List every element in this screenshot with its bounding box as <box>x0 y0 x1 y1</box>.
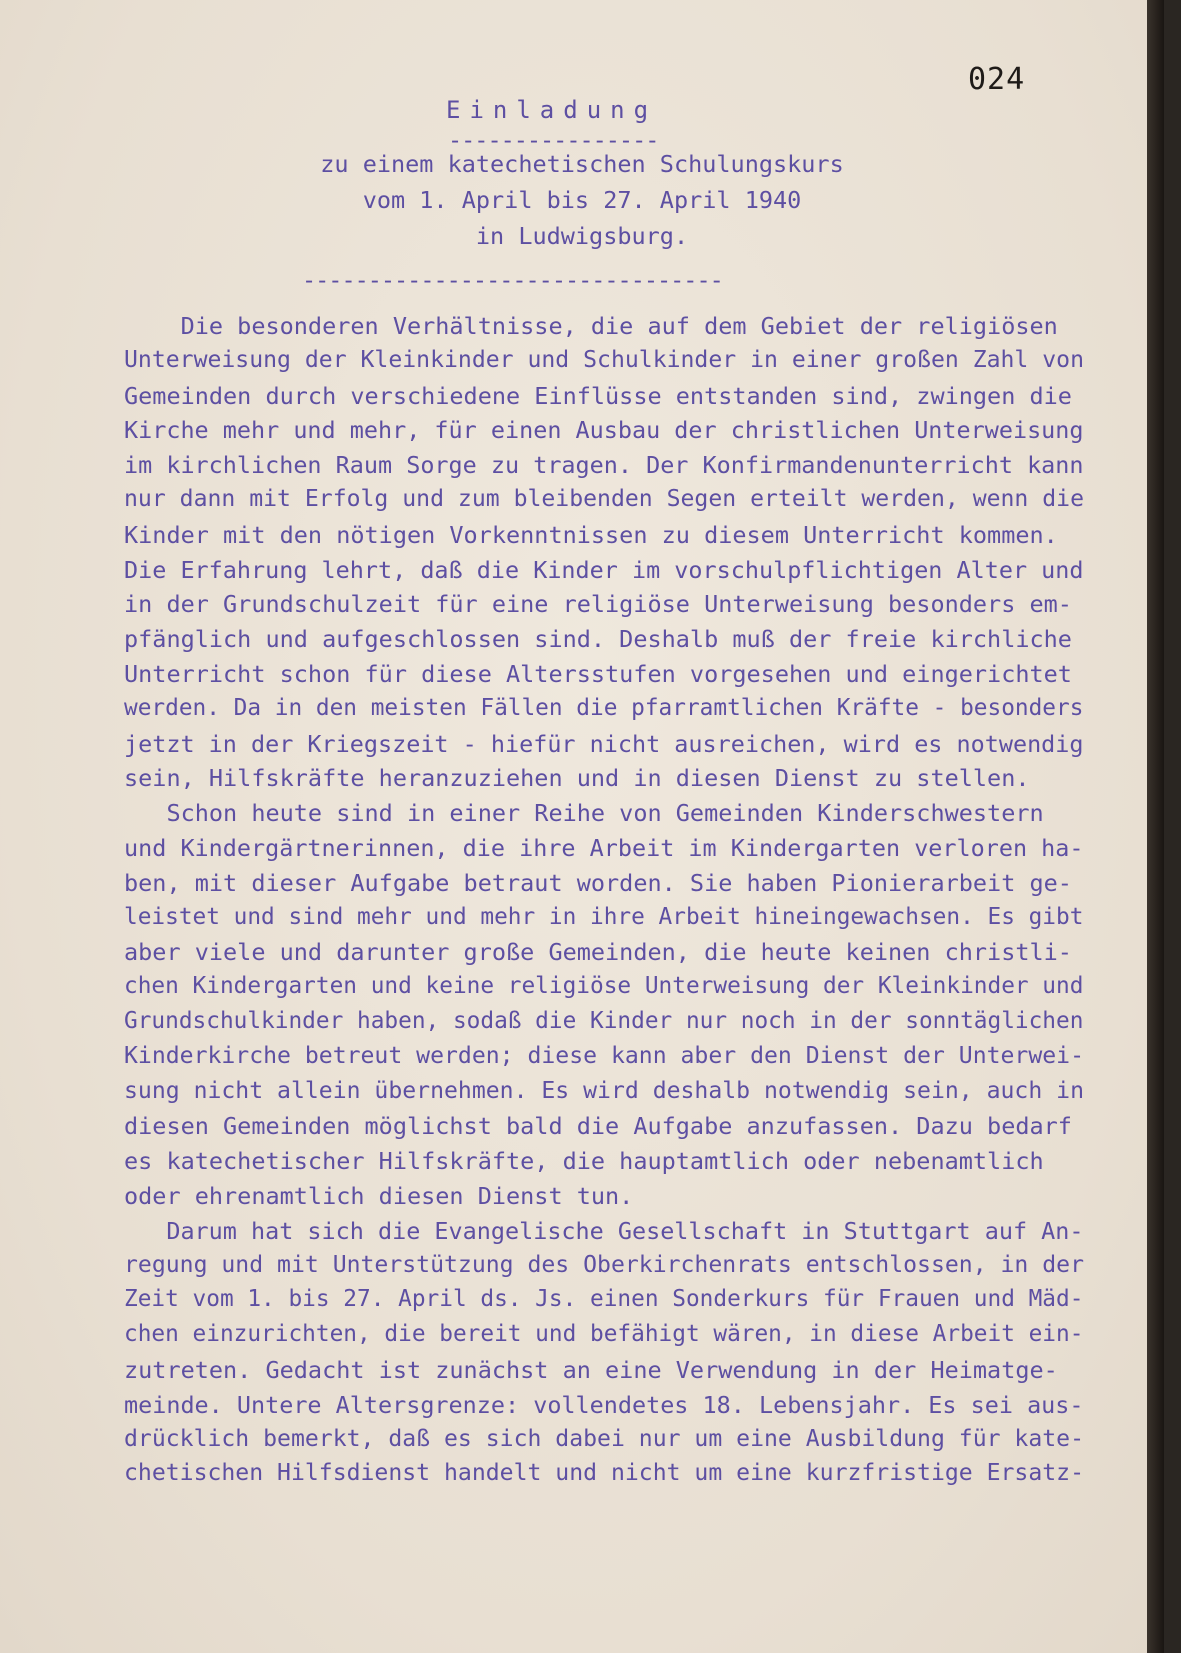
body-line: chen Kindergarten und keine religiöse Unterweisung der Kleinkinder und <box>124 973 1084 1000</box>
body-line: sung nicht allein übernehmen. Es wird deshalb notwendig sein, auch in <box>124 1077 1084 1104</box>
body-line: Unterricht schon für diese Altersstufen vorgesehen und eingerichtet <box>124 660 1072 688</box>
body-line: werden. Da in den meisten Fällen die pfarramtlichen Kräfte - besonders <box>124 694 1084 721</box>
body-line: Die besonderen Verhältnisse, die auf dem Gebiet der religiösen <box>124 312 1058 340</box>
body-line: und Kindergärtnerinnen, die ihre Arbeit im Kindergarten verloren ha- <box>124 834 1084 862</box>
body-line: drücklich bemerkt, daß es sich dabei nur um eine Ausbildung für kate- <box>124 1425 1084 1452</box>
body-line: Die Erfahrung lehrt, daß die Kinder im vorschulpflichtigen Alter und <box>124 555 1084 584</box>
body-line: chen einzurichten, die bereit und befähigt wären, in diese Arbeit ein- <box>124 1321 1084 1348</box>
body-line: Zeit vom 1. bis 27. April ds. Js. einen Sonderkurs für Frauen und Mäd- <box>124 1286 1084 1313</box>
body-line: leistet und sind mehr und mehr in ihre Arbeit hineingewachsen. Es gibt <box>124 903 1084 930</box>
page-edge <box>1147 0 1164 1653</box>
body-line: chetischen Hilfsdienst handelt und nicht um eine kurzfristige Ersatz- <box>124 1460 1084 1487</box>
header-divider: -------------------------------- <box>302 266 723 294</box>
body-line: Grundschulkinder haben, sodaß die Kinder nur noch in der sonntäglichen <box>124 1008 1084 1034</box>
body-line: Kinderkirche betreut werden; diese kann aber den Dienst der Unterwei- <box>124 1042 1084 1069</box>
body-line: im kirchlichen Raum Sorge zu tragen. Der Konfirmandenunterricht kann <box>124 451 1084 480</box>
body-line: regung und mit Unterstützung des Oberkirchenrats entschlossen, in der <box>124 1251 1084 1278</box>
body-line: es katechetischer Hilfskräfte, die hauptamtlich oder nebenamtlich <box>124 1147 1044 1176</box>
body-line: aber viele und darunter große Gemeinden, die heute keinen christli- <box>124 938 1072 967</box>
subtitle-line: zu einem katechetischen Schulungskurs <box>320 150 844 178</box>
document-title: Einladung <box>446 96 658 124</box>
body-line: Kirche mehr und mehr, für einen Ausbau der christlichen Unterweisung <box>124 416 1084 445</box>
body-line: pfänglich und aufgeschlossen sind. Deshalb muß der freie kirchliche <box>124 625 1072 654</box>
body-line: oder ehrenamtlich diesen Dienst tun. <box>124 1182 634 1210</box>
body-line: Unterweisung der Kleinkinder und Schulkinder in einer großen Zahl von <box>124 346 1084 373</box>
body-line: Darum hat sich die Evangelische Gesellschaft in Stuttgart auf An- <box>124 1216 1084 1245</box>
title-underline: ---------------- <box>448 126 659 154</box>
body-line: in der Grundschulzeit für eine religiöse Unterweisung besonders em- <box>124 590 1072 619</box>
subtitle-line: vom 1. April bis 27. April 1940 <box>362 186 802 214</box>
body-line: zutreten. Gedacht ist zunächst an eine Verwendung in der Heimatge- <box>124 1356 1058 1384</box>
subtitle-line: in Ludwigsburg. <box>475 222 689 250</box>
body-line: Schon heute sind in einer Reihe von Gemeinden Kinderschwestern <box>124 799 1044 828</box>
body-line: ben, mit dieser Aufgabe betraut worden. Sie haben Pionierarbeit ge- <box>124 868 1072 897</box>
body-line: meinde. Untere Altersgrenze: vollendetes 18. Lebensjahr. Es sei aus- <box>124 1390 1084 1419</box>
body-line: nur dann mit Erfolg und zum bleibenden Segen erteilt werden, wenn die <box>124 486 1084 512</box>
body-line: diesen Gemeinden möglichst bald die Aufgabe anzufassen. Dazu bedarf <box>124 1112 1072 1141</box>
body-line: Kinder mit den nötigen Vorkenntnissen zu diesem Unterricht kommen. <box>124 520 1058 549</box>
body-line: sein, Hilfskräfte heranzuziehen und in diesen Dienst zu stellen. <box>124 764 1030 793</box>
body-line: jetzt in der Kriegszeit - hiefür nicht ausreichen, wird es notwendig <box>124 729 1084 758</box>
body-line: Gemeinden durch verschiedene Einflüsse entstanden sind, zwingen die <box>124 381 1072 410</box>
page-number: 024 <box>968 62 1026 97</box>
